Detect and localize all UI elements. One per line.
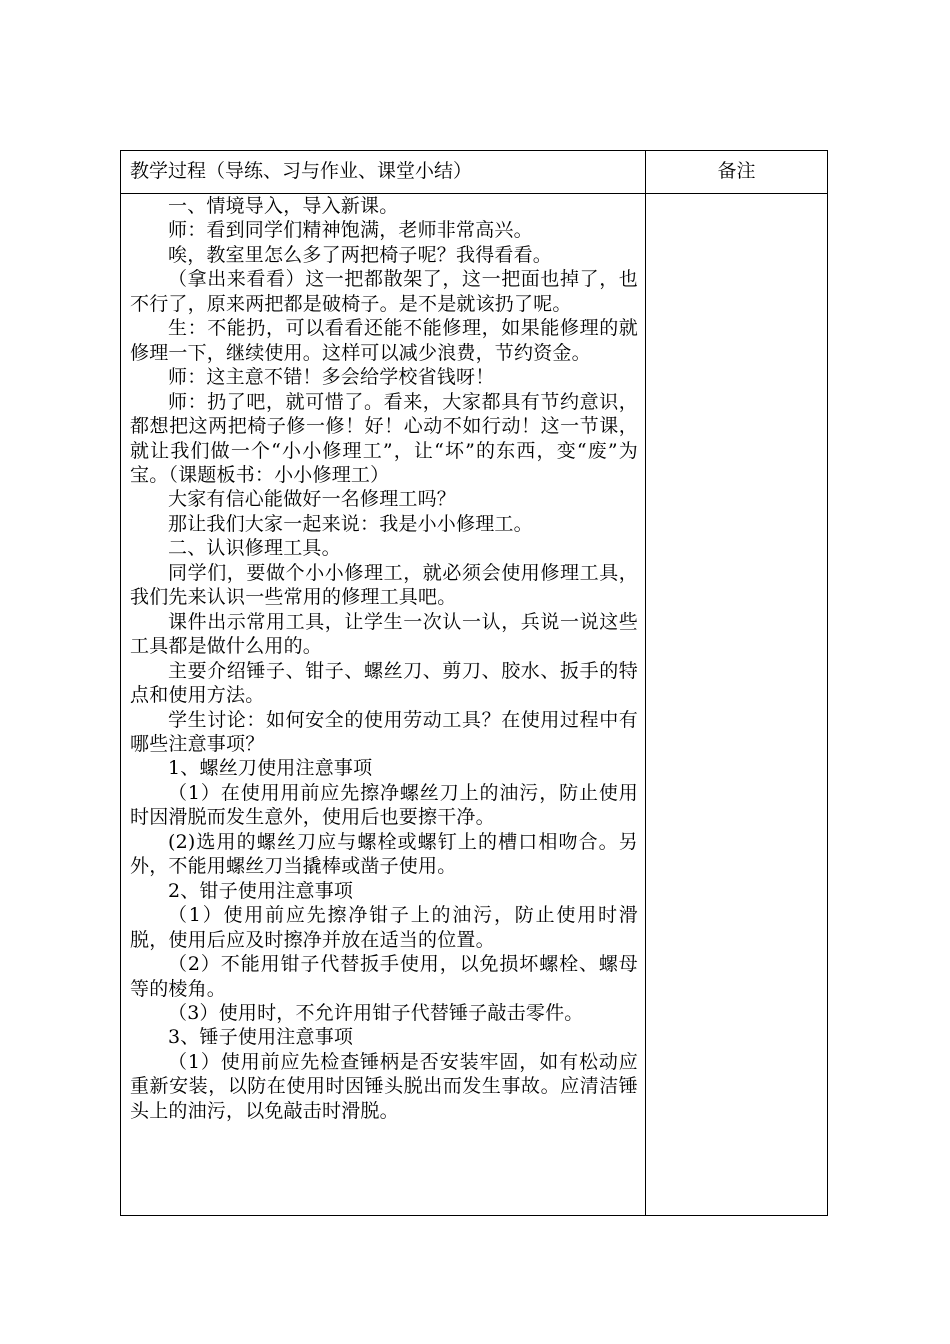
list-item: （1）在使用用前应先擦净螺丝刀上的油污，防止使用时因滑脱而发生意外，使用后也要擦干净。 <box>130 781 638 829</box>
paragraph: 学生讨论：如何安全的使用劳动工具？在使用过程中有哪些注意事项？ <box>130 708 638 755</box>
lesson-plan-table <box>120 150 828 1216</box>
paragraph: 师：扔了吧，就可惜了。看来，大家都具有节约意识，都想把这两把椅子修一修！好！心动不如行动！这一节课，就让我们做一个“小小修理工”，让“坏”的东西，变“废”为宝。（课题板书：小小修理工） <box>130 390 638 486</box>
list-item: （3）使用时，不允许用钳子代替锤子敲击零件。 <box>168 1001 584 1024</box>
list-item: （1）使用前应先擦净钳子上的油污，防止使用时滑脱，使用后应及时擦净并放在适当的位置。 <box>130 904 638 951</box>
section-heading-tools: 二、认识修理工具。 <box>168 537 341 560</box>
subheading-pliers: 2、钳子使用注意事项 <box>168 879 354 902</box>
paragraph: 同学们，要做个小小修理工，就必须会使用修理工具，我们先来认识一些常用的修理工具吧。 <box>130 561 638 609</box>
paragraph: 课件出示常用工具，让学生一次认一认，兵说一说这些工具都是做什么用的。 <box>130 610 638 658</box>
subheading-hammer: 3、锤子使用注意事项 <box>168 1026 354 1049</box>
notes-cell <box>646 194 828 1216</box>
paragraph: 师：这主意不错！多会给学校省钱呀！ <box>168 366 495 389</box>
section-heading-intro: 一、情境导入，导入新课。 <box>168 195 399 217</box>
header-process-label: 教学过程（导练、习与作业、课堂小结） <box>130 160 473 182</box>
table-header-row <box>121 151 828 194</box>
subheading-screwdriver: 1、螺丝刀使用注意事项 <box>168 757 373 780</box>
list-item: （1）使用前应先检查锤柄是否安装牢固，如有松动应重新安装，以防在使用时因锤头脱出而发生事故。应清洁锤头上的油污，以免敲击时滑脱。 <box>130 1050 638 1122</box>
paragraph: 大家有信心能做好一名修理工吗？ <box>168 488 457 511</box>
list-item: (2)选用的螺丝刀应与螺栓或螺钉上的槽口相吻合。另外，不能用螺丝刀当撬棒或凿子使用。 <box>130 830 638 878</box>
paragraph: 师：看到同学们精神饱满，老师非常高兴。 <box>168 219 533 242</box>
header-cell-notes <box>646 151 828 194</box>
paragraph: 生：不能扔，可以看看还能不能修理，如果能修理的就修理一下，继续使用。这样可以减少浪费，节约资金。 <box>130 317 638 364</box>
lesson-content-cell <box>121 194 646 1216</box>
paragraph: 主要介绍锤子、钳子、螺丝刀、剪刀、胶水、扳手的特点和使用方法。 <box>130 659 638 707</box>
table-body-row <box>121 194 828 1216</box>
header-cell-process <box>121 151 646 194</box>
paragraph: 唉，教室里怎么多了两把椅子呢？我得看看。 <box>168 243 553 266</box>
paragraph: 那让我们大家一起来说：我是小小修理工。 <box>168 512 533 535</box>
list-item: （2）不能用钳子代替扳手使用，以免损坏螺栓、螺母等的棱角。 <box>130 953 638 1000</box>
paragraph: （拿出来看看）这一把都散架了，这一把面也掉了，也不行了，原来两把都是破椅子。是不是就该扔了呢。 <box>130 268 638 315</box>
header-notes-label: 备注 <box>717 160 756 182</box>
